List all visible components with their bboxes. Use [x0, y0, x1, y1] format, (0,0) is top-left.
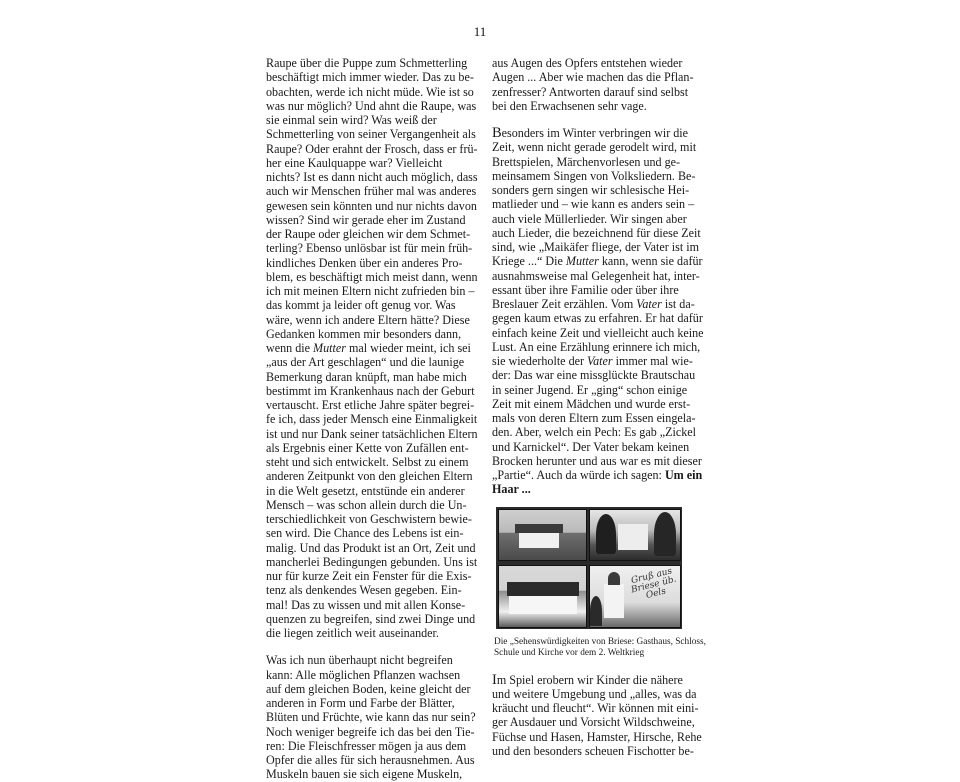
text-run: Breslauer Zeit erzählen. Vom [492, 297, 637, 311]
text-line: Muskeln bauen sie sich eigene Muskeln, [266, 767, 463, 782]
text-line: Bemerkung daran knüpft, man habe mich [266, 369, 467, 384]
building-shape [509, 596, 577, 614]
building-shape [618, 524, 648, 550]
right-paragraph-3 [492, 671, 702, 759]
left-paragraph-2 [266, 653, 476, 782]
postcard-greeting: Gruß aus Briese üb. Oels [630, 565, 678, 601]
text-line: „aus der Art geschlagen“ und die launige [266, 355, 465, 370]
text-run: wenn die [266, 341, 314, 355]
text-line: Augen ... Aber wie machen das die Pflan- [492, 70, 694, 85]
text-line: wäre, wenn ich andere Eltern hätte? Diese [266, 312, 470, 327]
text-line: kräucht und fleucht“. Wir können mit eini- [492, 701, 699, 715]
text-line: gewesen sein könnten und nur nichts davon [266, 198, 477, 213]
roof-shape [507, 582, 579, 596]
text-run: immer mal wie- [612, 354, 693, 368]
caption-line: Schule und Kirche vor dem 2. Weltkrieg [494, 648, 645, 658]
text-line: tenz als denkendes Wesen gegeben. Ein- [266, 583, 462, 598]
right-paragraph-1 [492, 56, 694, 113]
text-line: blem, es beschäftigt mich meist dann, wenn [266, 269, 478, 284]
paragraph-gap [492, 113, 688, 126]
text-line: sind, wie „Maikäfer fliege, der Vater ist im [492, 240, 699, 254]
text-line: ren: Die Fleischfresser mögen ja aus dem [266, 738, 467, 753]
text-line: Lust. An eine Erzählung erinnere ich mich, [492, 339, 701, 354]
text-line: kindliches Denken über ein anderes Pro- [266, 255, 463, 270]
text-run: kann, wenn sie dafür [598, 254, 703, 269]
text-line: auf dem gleichen Boden, keine gleicht der [266, 681, 471, 696]
emphasis-vater: Vater [636, 297, 662, 311]
tree-shape [596, 514, 616, 554]
text-line: Noch weniger begreife ich das bei den Tie- [266, 724, 475, 739]
photo-caption [494, 636, 706, 660]
text-line [492, 126, 688, 140]
text-line [266, 341, 471, 355]
text-line: das kommt ja leider oft genug vor. Was [266, 298, 456, 313]
photo-schule [498, 565, 587, 628]
text-line: aus Augen des Opfers entstehen wieder [492, 56, 683, 70]
text-line: Blüten und Früchte, wie kann das nur sein? [266, 710, 476, 725]
text-run: sie wiederholte der [492, 354, 588, 368]
text-line: wissen? Sind wir gerade eher im Zustand [266, 212, 466, 227]
text-line: einfach keine Zeit und vielleicht auch keine [492, 325, 704, 340]
text-line: und Karnickel“. Der Vater bekam keinen [492, 439, 690, 454]
text-line: Füchse und Hasen, Hamster, Hirsche, Rehe [492, 729, 702, 744]
right-column [492, 56, 706, 758]
text-line: Brettspielen, Märchenvorlesen und ge- [492, 154, 681, 169]
drop-cap: I [492, 671, 497, 688]
emphasis-vater: Vater [587, 354, 613, 368]
text-line: Gedanken kommen mir besonders dann, [266, 326, 462, 341]
bold-phrase: Um ein [664, 468, 703, 482]
text-run: ist da- [661, 297, 695, 311]
emphasis-mutter: Mutter [313, 341, 346, 355]
photo-kirche [589, 565, 681, 628]
text-line: fe ich, dass jeder Mensch eine Einmaligkeit [266, 412, 478, 427]
text-run: esonders im Winter verbringen wir die [501, 126, 689, 140]
paragraph-gap [492, 660, 688, 673]
text-line: und den besonders scheuen Fischotter be- [492, 743, 694, 758]
text-line [492, 297, 695, 311]
text-line: sie einmal sein wird? Was weiß der [266, 113, 437, 127]
text-line: beschäftigt mich immer wieder. Das zu be- [266, 70, 474, 85]
text-line: ausnahmsweise mal Gelegenheit hat, inter- [492, 268, 700, 283]
left-column [266, 56, 478, 782]
text-line: steht und sich entwickelt. Selbst zu einem [266, 455, 469, 469]
text-line: anderen in Form und Farbe der Blätter, [266, 696, 455, 710]
text-line: Raupe über die Puppe zum Schmetterling [266, 56, 468, 70]
text-line: der: Das war eine missglückte Brautschau [492, 368, 696, 383]
text-line: ist und nur Dank seiner tatsächlichen Eltern [266, 426, 478, 441]
text-line: ich mit meinen Eltern nicht zufrieden bin – [266, 284, 475, 298]
text-line: sen wird. Die Chance des Lebens ist ein- [266, 526, 464, 541]
emphasis-mutter: Mutter [565, 254, 599, 269]
text-line [492, 254, 703, 269]
text-line: und weitere Umgebung und „alles, was da [492, 686, 697, 701]
text-line: was nur möglich? Und ahnt die Raupe, was [266, 98, 477, 113]
text-line: anderen Zeitpunkt von den gleichen Eltern [266, 469, 473, 484]
bold-phrase: Haar ... [492, 482, 531, 497]
photo-schloss [589, 509, 681, 561]
text-line [492, 468, 703, 482]
text-line: in seiner Jugend. Er „ging“ schon einige [492, 382, 688, 397]
text-line [492, 673, 688, 687]
text-line: essant über ihre Familie oder über ihre [492, 282, 679, 297]
text-line: die liegen zeitlich weit auseinander. [266, 626, 439, 640]
text-line [492, 354, 693, 368]
text-line: der Raupe oder gleichen wir dem Schmet- [266, 227, 471, 241]
text-line: her eine Kaulquappe war? Vielleicht [266, 155, 443, 170]
photo-collage [496, 507, 682, 629]
right-paragraph-2 [492, 125, 704, 497]
text-line: malig. Und das Produkt ist an Ort, Zeit und [266, 540, 476, 555]
text-line: ger Ausdauer und Vorsicht Wildschweine, [492, 715, 695, 730]
text-line: matlieder und – wie kann es anders sein – [492, 197, 695, 212]
drop-cap: B [492, 125, 502, 141]
text-line: mals von deren Eltern zum Essen eingela- [492, 411, 696, 425]
text-line: als Ergebnis einer Kette von Zufällen ent- [266, 440, 469, 455]
photo-gasthaus [498, 509, 587, 561]
text-run: mal wieder meint, ich sei [345, 341, 471, 355]
text-line: Brocken herunter und aus war es mit dieser [492, 453, 702, 468]
tree-shape [654, 512, 676, 556]
text-line: gegen kaum etwas zu erfahren. Er hat dafür [492, 311, 703, 326]
text-line [492, 482, 688, 496]
text-line: mal! Das zu wissen und mit allen Konse- [266, 597, 466, 612]
text-line: bestimmt im Krankenhaus nach der Geburt [266, 383, 475, 398]
text-run: Kriege ...“ Die [492, 254, 566, 269]
text-line: Raupe? Oder erahnt der Frosch, dass er frü- [266, 141, 478, 156]
text-line: meinsamem Singen von Volksliedern. Be- [492, 168, 696, 183]
building-shape [519, 532, 559, 548]
tree-shape [590, 596, 602, 626]
text-line: obachten, werde ich nicht müde. Wie ist so [266, 84, 474, 99]
caption-line: Die „Sehenswürdigkeiten von Briese: Gasthaus, Schloss, [494, 636, 706, 647]
roof-shape [515, 524, 563, 533]
text-line: terschiedlichkeit von Geschwistern bewie- [266, 512, 472, 526]
text-line: auch Lieder, die bezeichnend für diese Zeit [492, 225, 701, 240]
text-line: vertauscht. Erst etliche Jahre später begrei- [266, 398, 475, 412]
text-line: zenfresser? Antworten darauf sind selbst [492, 84, 689, 99]
church-tower-shape [604, 584, 624, 618]
page-number: 11 [473, 24, 487, 39]
text-line: sonders gern singen wir schlesische Hei- [492, 183, 690, 197]
text-line: Zeit, wenn nicht gerade gerodelt wird, mit [492, 140, 697, 155]
text-line: bei den Erwachsenen sehr vage. [492, 98, 647, 113]
text-line: Opfer die alles für sich herausnehmen. Aus [266, 753, 475, 767]
paragraph-gap [266, 640, 462, 653]
text-line: Schmetterling von seiner Vergangenheit als [266, 127, 476, 142]
text-line: terling? Ebenso unlösbar ist für mein früh- [266, 241, 473, 256]
text-line: den. Aber, welch ein Pech: Es gab „Zickel [492, 425, 697, 440]
left-paragraph-1 [266, 56, 478, 640]
text-line: nur für kurze Zeit ein Fenster für die Exis- [266, 569, 472, 583]
text-line: Was ich nun überhaupt nicht begreifen [266, 653, 453, 668]
text-line: Zeit mit einem Mädchen und wurde erst- [492, 396, 691, 411]
text-line: in die Welt gesetzt, entstünde ein anderer [266, 483, 465, 498]
text-line: auch wir Menschen früher mal was anderes [266, 184, 477, 199]
text-line: auch viele Müllerlieder. Wir singen aber [492, 211, 687, 226]
text-line: quenzen zu begreifen, sind zwei Dinge und [266, 611, 476, 626]
text-line: kann: Alle möglichen Pflanzen wachsen [266, 667, 461, 682]
church-spire-shape [608, 572, 620, 585]
text-line: Mensch – was schon allein durch die Un- [266, 497, 467, 512]
text-run: m Spiel erobern wir Kinder die nähere [496, 672, 683, 687]
text-run: „Partie“. Auch da würde ich sagen: [492, 468, 665, 482]
text-line: mancherlei Bedingungen gebunden. Uns ist [266, 554, 478, 569]
text-line: nichts? Ist es dann nicht auch möglich, dass [266, 170, 478, 184]
